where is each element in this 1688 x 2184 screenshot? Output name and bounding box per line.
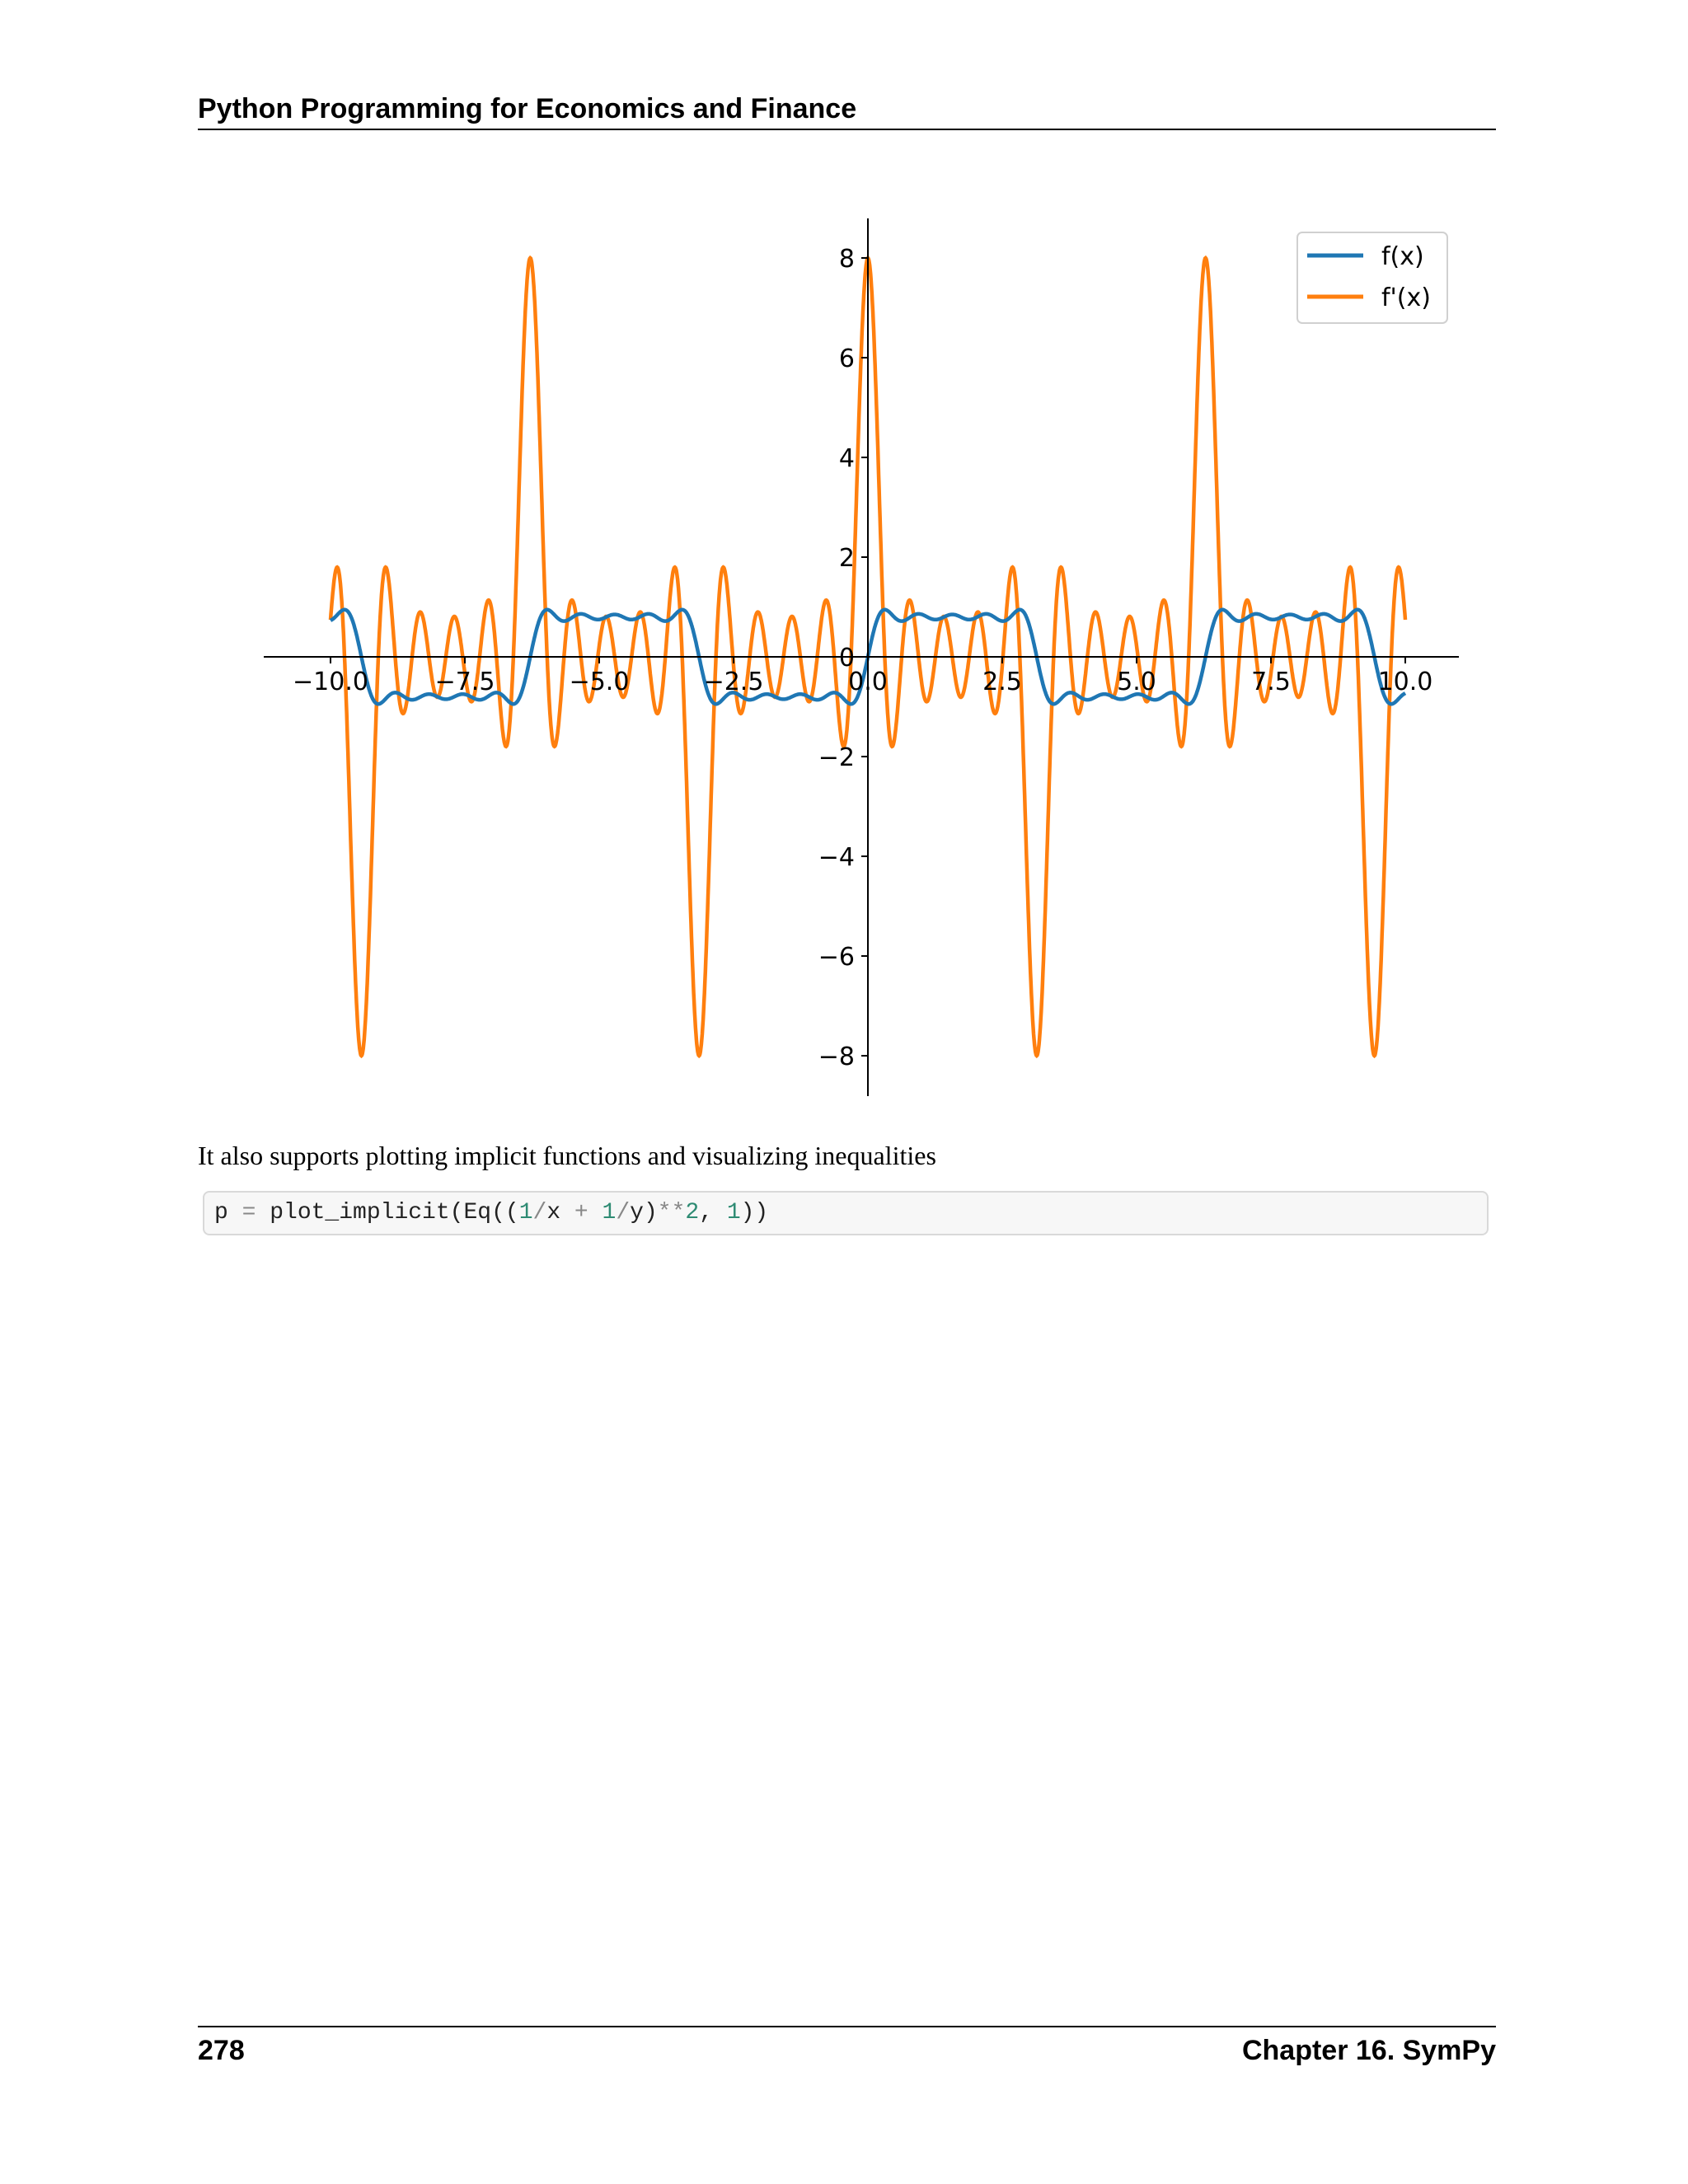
code-number: 1 [602,1200,617,1226]
code-operator: / [616,1200,631,1226]
x-tick-label: −7.5 [434,668,495,696]
legend-label: f'(x) [1381,284,1431,312]
code-operator: / [532,1200,547,1226]
y-tick-label: 2 [838,544,855,573]
x-tick-label: −5.0 [569,668,630,696]
code-token: y) [630,1200,658,1226]
x-tick-label: 2.5 [982,668,1022,696]
code-number: 1 [518,1200,533,1226]
code-token: , [699,1200,727,1226]
figure [264,206,1484,1113]
code-operator: ** [657,1200,686,1226]
y-tick-label: 8 [838,245,855,274]
code-token: p [214,1200,242,1226]
x-tick-label: 5.0 [1117,668,1156,696]
code-operator: + [574,1200,588,1226]
legend-label: f(x) [1381,242,1424,271]
running-header: Python Programming for Economics and Finance [198,92,1496,130]
chapter-title: Chapter 16. SymPy [1241,2035,1496,2066]
y-tick-label: −8 [818,1043,855,1071]
y-tick-label: −2 [818,743,855,772]
x-tick-label: −2.5 [703,668,764,696]
code-number: 1 [726,1200,741,1226]
y-tick-label: −6 [818,943,855,972]
x-tick-label: 10.0 [1377,668,1433,696]
code-token: plot_implicit(Eq(( [256,1200,519,1226]
running-footer [198,2026,1496,2067]
code-token: x [546,1200,574,1226]
code-operator: = [241,1200,256,1226]
x-tick-label: −10.0 [293,668,368,696]
paragraph: It also supports plotting implicit functions and visualizing inequalities [198,1141,936,1170]
y-tick-label: 4 [838,444,855,473]
derivative-plot [264,206,1484,1113]
y-tick-label: 6 [838,344,855,373]
y-tick-label: −4 [818,843,855,872]
y-tick-label: 0 [838,644,855,673]
code-number: 2 [685,1200,700,1226]
code-block[interactable] [203,1191,1489,1235]
x-tick-label: 7.5 [1251,668,1291,696]
code-token: )) [740,1200,769,1226]
code-token [588,1200,603,1226]
x-tick-label: 0.0 [848,668,888,696]
page-number: 278 [198,2035,245,2066]
